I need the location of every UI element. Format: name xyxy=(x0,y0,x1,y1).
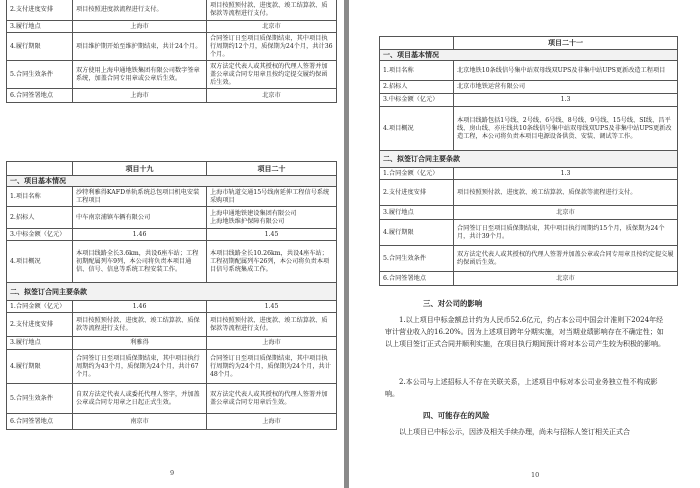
impact-paragraph-1: 1.以上项目中标金额总计约为人民币52.6亿元，约占本公司中国会计准则下2024年经审计营业收入的16.20%。因为上述项目跨年分期实施，对当期业绩影响存在不确定性；如以上项目签订正式合同并顺利实施，在项目执行期间预计将对本公司产生较为积极的影响。 xyxy=(385,316,665,348)
value-col-b: 双方法定代表人或其授权的代理人签署并加盖公章或合同专用章且按约定提交履约保函后生效。 xyxy=(207,61,337,89)
value-col-b: 1.45 xyxy=(207,229,337,241)
row-label: 3.中标金额（亿元） xyxy=(7,229,73,241)
value-col-a: 上海市 xyxy=(73,21,207,33)
row-value: 1.3 xyxy=(454,168,678,180)
row-label: 3.履行地点 xyxy=(7,337,73,350)
page-number-left: 9 xyxy=(170,469,175,477)
heading-impact: 三、对公司的影响 xyxy=(423,299,483,308)
left-top-table xyxy=(6,0,337,103)
row-label: 2.招标人 xyxy=(7,207,73,229)
left-page xyxy=(0,0,344,488)
row-label: 1.合同金额（亿元） xyxy=(7,301,73,313)
value-col-b: 上海市 xyxy=(207,414,337,430)
row-label: 1.项目名称 xyxy=(7,187,73,207)
value-col-b: 双方法定代表人或其授权的代理人签署并加盖公章或合同专用章后生效。 xyxy=(207,384,337,414)
value-col-b: 北京市 xyxy=(207,21,337,33)
row-label: 4.项目概况 xyxy=(380,107,454,151)
table-row xyxy=(7,21,337,33)
row-value: 北京市 xyxy=(454,272,678,286)
row-label: 4.履行期限 xyxy=(7,350,73,384)
row-value: 北京地铁10条线信号集中站双母线双UPS及非集中站UPS更新改造工程项目 xyxy=(454,61,678,81)
row-value: 合同签订日至项目质保期结束，其中项目执行周期约15个月，质保期为24个月，共计39个月。 xyxy=(454,220,678,246)
table-row xyxy=(7,0,337,21)
left-main-table xyxy=(6,161,337,430)
row-value: 项目按照预付款、进度款、竣工结算款、质保款等流程进行支付。 xyxy=(454,180,678,206)
table-row xyxy=(380,206,678,220)
value-col-a: 上海市 xyxy=(73,89,207,103)
value-col-b: 合同签订日至项目质保期结束，其中项目执行周期约为24个月，质保期为24个月，共计48个月。 xyxy=(207,350,337,384)
table-row xyxy=(380,107,678,151)
row-value: 北京市 xyxy=(454,206,678,220)
table-row xyxy=(380,94,678,107)
row-label: 3.中标金额（亿元） xyxy=(380,94,454,107)
table-row xyxy=(380,246,678,272)
table-row xyxy=(380,81,678,94)
value-col-b: 北京市 xyxy=(207,89,337,103)
value-col-b: 上海申通地铁建设集团有限公司 上海地铁维护保障有限公司 xyxy=(207,207,337,229)
table-row xyxy=(7,241,337,283)
table-row xyxy=(7,301,337,313)
col-a-title: 项目十九 xyxy=(73,162,207,176)
row-label: 2.招标人 xyxy=(380,81,454,94)
impact-paragraph-2: 2.本公司与上述招标人不存在关联关系，上述项目中标对本公司业务独立性不构成影响。 xyxy=(385,378,658,398)
row-value: 双方法定代表人或其授权的代理人签署并加盖公章或合同专用章且按约定提交履约保函后生效。 xyxy=(454,246,678,272)
row-label: 5.合同生效条件 xyxy=(380,246,454,272)
value-col-b: 本项目线路全长10.26km，共设4座车站；工程初期配属列车26列，本公司将负责本项目信号系统集成工作。 xyxy=(207,241,337,283)
row-value: 北京市地铁运营有限公司 xyxy=(454,81,678,94)
table-row xyxy=(7,187,337,207)
value-col-a: 项目维护期开始至维护期结束，共计24个月。 xyxy=(73,33,207,61)
row-label: 5.合同生效条件 xyxy=(7,61,73,89)
right-table xyxy=(379,36,678,286)
value-col-a: 沙特利雅得KAFD单轨系统总包项目机电安装工程项目 xyxy=(73,187,207,207)
table-row xyxy=(380,168,678,180)
value-col-a: 合同签订日至项目质保期结束，其中项目执行周期约为43个月，质保期为24个月，共计67个月。 xyxy=(73,350,207,384)
corner-cell xyxy=(7,162,73,176)
value-col-b: 上海市轨道交通15号线南延伸工程信号系统采购项目 xyxy=(207,187,337,207)
table-row xyxy=(7,414,337,430)
col-b-title: 项目二十 xyxy=(207,162,337,176)
row-label: 6.合同签署地点 xyxy=(7,414,73,430)
page-number-right: 10 xyxy=(531,471,540,479)
section-contract-terms: 二、拟签订合同主要条款 xyxy=(380,151,678,168)
value-col-b: 项目按照预付款、进度款、竣工结算款、质保款等流程进行支付。 xyxy=(207,0,337,21)
table-row xyxy=(380,61,678,81)
row-label: 4.履行期限 xyxy=(7,33,73,61)
value-col-a: 自双方法定代表人或委托代理人签字，并加盖公章或合同专用章之日起正式生效。 xyxy=(73,384,207,414)
row-label: 6.合同签署地点 xyxy=(380,272,454,286)
table-row xyxy=(380,272,678,286)
table-row xyxy=(7,229,337,241)
row-value: 本项目线路包括1号线、2号线、6号线、8号线、9号线、15号线、SI线、昌平线、房山线、亦庄线共10条线信号集中站双母线双UPS及非集中站UPS更新改造工程，本公司将负责本项目电源设备供货、安装、调试等工作。 xyxy=(454,107,678,151)
row-value: 1.3 xyxy=(454,94,678,107)
row-label: 4.项目概况 xyxy=(7,241,73,283)
row-label: 6.合同签署地点 xyxy=(7,89,73,103)
table-row xyxy=(7,61,337,89)
table-row xyxy=(7,384,337,414)
table-row xyxy=(380,220,678,246)
row-label: 1.合同金额（亿元） xyxy=(380,168,454,180)
project-21-title: 项目二十一 xyxy=(454,37,678,50)
value-col-a: 中车南京浦镇车辆有限公司 xyxy=(73,207,207,229)
table-row xyxy=(7,313,337,337)
row-label: 3.履行地点 xyxy=(380,206,454,220)
section-contract-terms: 二、拟签订合同主要条款 xyxy=(7,283,337,301)
value-col-b: 项目按照预付款、进度款、竣工结算款、质保款等流程进行支付。 xyxy=(207,313,337,337)
risk-paragraph: 以上项目已中标公示，因涉及相关手续办理，尚未与招标人签订相关正式合 xyxy=(399,428,630,436)
row-label: 1.项目名称 xyxy=(380,61,454,81)
value-col-a: 项目按照进度款流程进行支付。 xyxy=(73,0,207,21)
value-col-a: 1.46 xyxy=(73,229,207,241)
row-label: 2.支付进度安排 xyxy=(7,313,73,337)
section-basic-info: 一、项目基本情况 xyxy=(7,176,337,187)
value-col-a: 项目按照预付款、进度款、竣工结算款、质保款等流程进行支付。 xyxy=(73,313,207,337)
table-row xyxy=(7,337,337,350)
value-col-a: 南京市 xyxy=(73,414,207,430)
value-col-a: 1.46 xyxy=(73,301,207,313)
row-label: 5.合同生效条件 xyxy=(7,384,73,414)
row-label: 2.支付进度安排 xyxy=(380,180,454,206)
corner-cell xyxy=(380,37,454,50)
value-col-a: 本项目线路全长3.6km，共设6座车站；工程初期配属列车9列，本公司将负责本项目通信、信号、信息等系统工程安装工作。 xyxy=(73,241,207,283)
value-col-b: 合同签订日至项目质保期结束，其中项目执行周期约12个月，质保期为24个月，共计36个月。 xyxy=(207,33,337,61)
table-row xyxy=(7,89,337,103)
row-label: 4.履行期限 xyxy=(380,220,454,246)
value-col-b: 1.45 xyxy=(207,301,337,313)
value-col-a: 双方使用上海申通地铁集团有限公司数字签章系统，加盖合同专用章或公章后生效。 xyxy=(73,61,207,89)
right-page xyxy=(349,0,700,488)
table-row xyxy=(380,180,678,206)
section-basic-info: 一、项目基本情况 xyxy=(380,50,678,61)
table-row xyxy=(7,207,337,229)
table-row xyxy=(7,350,337,384)
row-label: 3.履行地点 xyxy=(7,21,73,33)
table-row xyxy=(7,33,337,61)
heading-risks: 四、可能存在的风险 xyxy=(423,411,490,420)
row-label: 2.支付进度安排 xyxy=(7,0,73,21)
value-col-b: 上海市 xyxy=(207,337,337,350)
value-col-a: 利雅得 xyxy=(73,337,207,350)
